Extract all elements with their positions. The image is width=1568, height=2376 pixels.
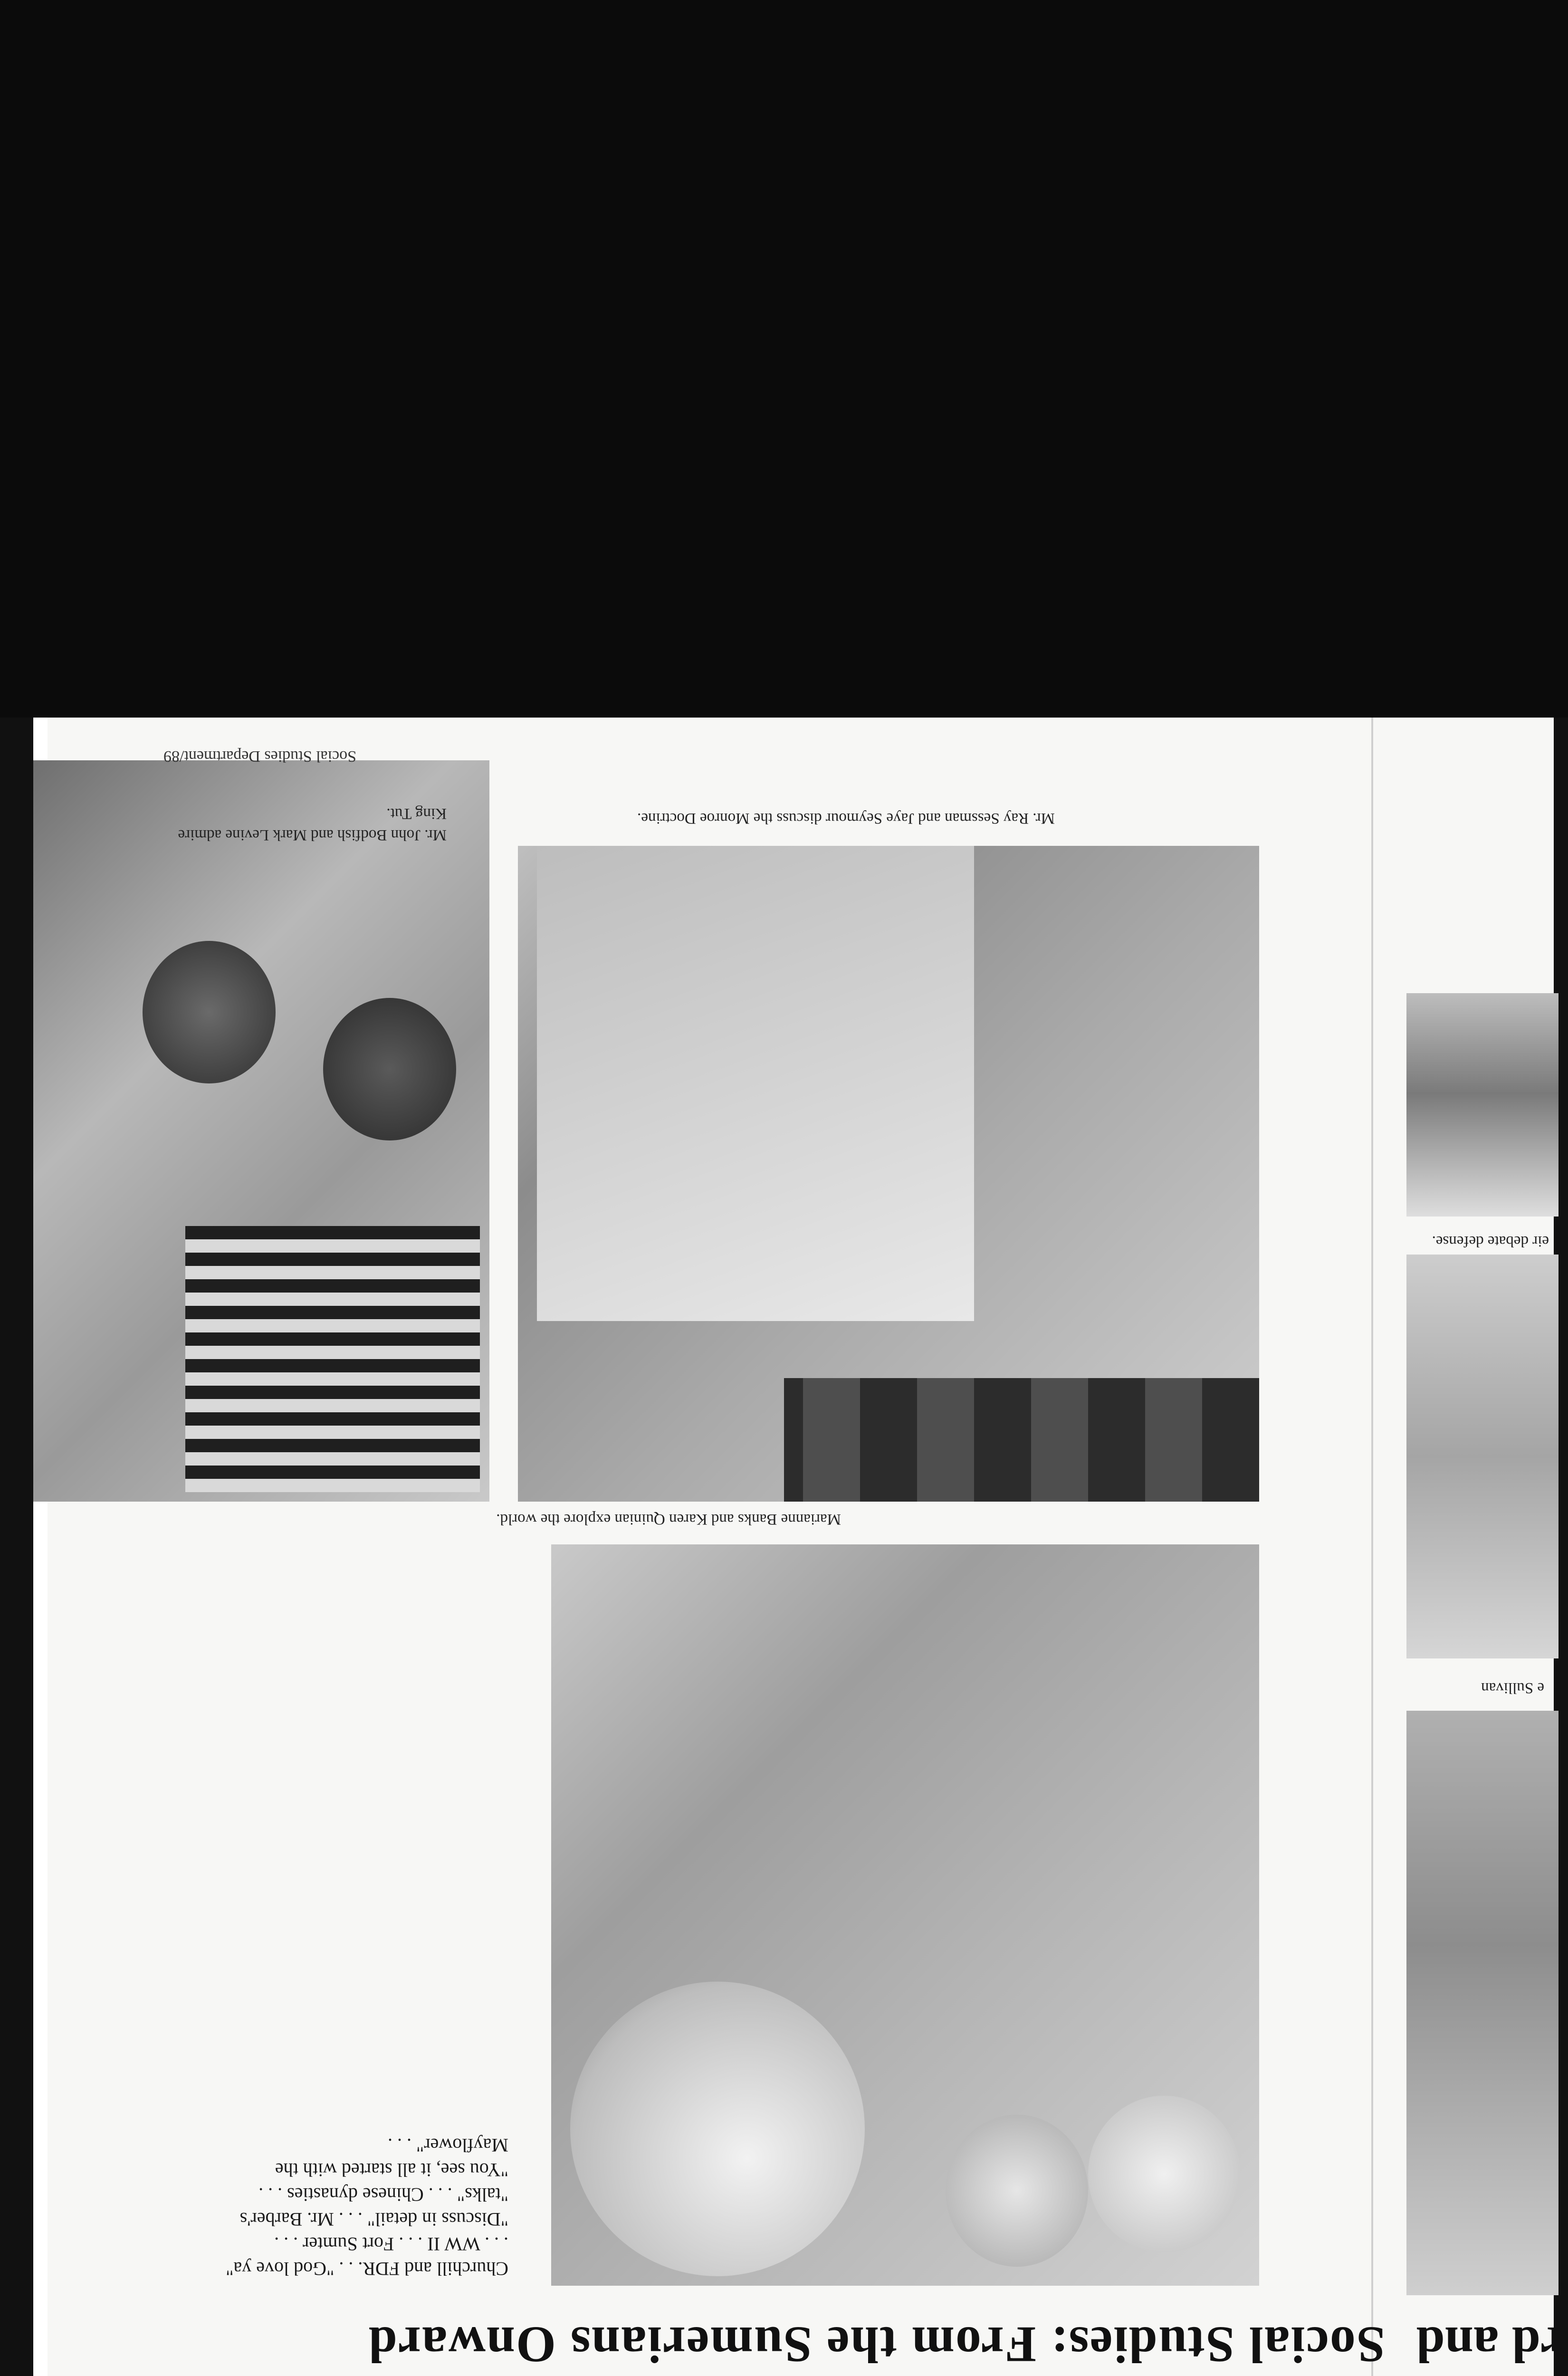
photo-king-tut [33,760,489,1502]
student-head-1 [946,2115,1088,2267]
student-head-3 [143,941,276,1083]
wall-poster [784,1378,1259,1502]
scan-background [0,0,1568,718]
photo-king-tut-caption-line2: King Tut. [386,805,447,822]
facing-page-photo-bottom [1406,993,1558,1217]
yearbook-page [48,718,1563,2376]
facing-page-headline: rd and [1416,2316,1563,2373]
teacher-head [323,998,456,1140]
rotated-page-content [48,718,1563,2376]
photo-globe-caption: Marianne Banks and Karen Quinian explore the world. [496,1511,841,1528]
facing-page-caption-1: e Sullivan [1481,1679,1544,1696]
body-line-1: Churchill and FDR. . . "God love ya" [226,2258,508,2280]
photo-king-tut-caption-line1: Mr. John Bodfish and Mark Levine admire [178,826,447,843]
tut-poster [185,1226,480,1492]
scan-edge-left [0,718,33,2376]
facing-page-photo-middle [1406,1255,1558,1658]
page-folio: Social Studies Department/89 [163,747,356,765]
body-line-3: "Discuss in detail" . . . Mr. Barber's [239,2209,508,2230]
student-head-2 [1088,2096,1240,2252]
facing-page-photo-top [1406,1711,1558,2295]
page-gutter [1371,718,1373,2376]
photo-map-caption: Mr. Ray Sessman and Jaye Seymour discuss the Monroe Doctrine. [637,810,1055,827]
map-board [537,846,974,1321]
body-line-4: "talks" . . . Chinese dynasties . . . [258,2184,508,2205]
globe-shape [570,1982,865,2276]
photo-globe [551,1544,1259,2286]
photo-map [518,846,1259,1502]
facing-page-caption-2: eir debate defense. [1432,1233,1549,1250]
page-title: Social Studies: From the Sumerians Onward [367,2316,1385,2373]
body-line-6: Mayflower" . . . [387,2135,508,2156]
body-line-5: "You see, it all started with the [275,2159,508,2181]
body-copy [176,2133,508,2281]
body-line-2: . . . WW II . . . Fort Sumter . . . [274,2233,508,2255]
